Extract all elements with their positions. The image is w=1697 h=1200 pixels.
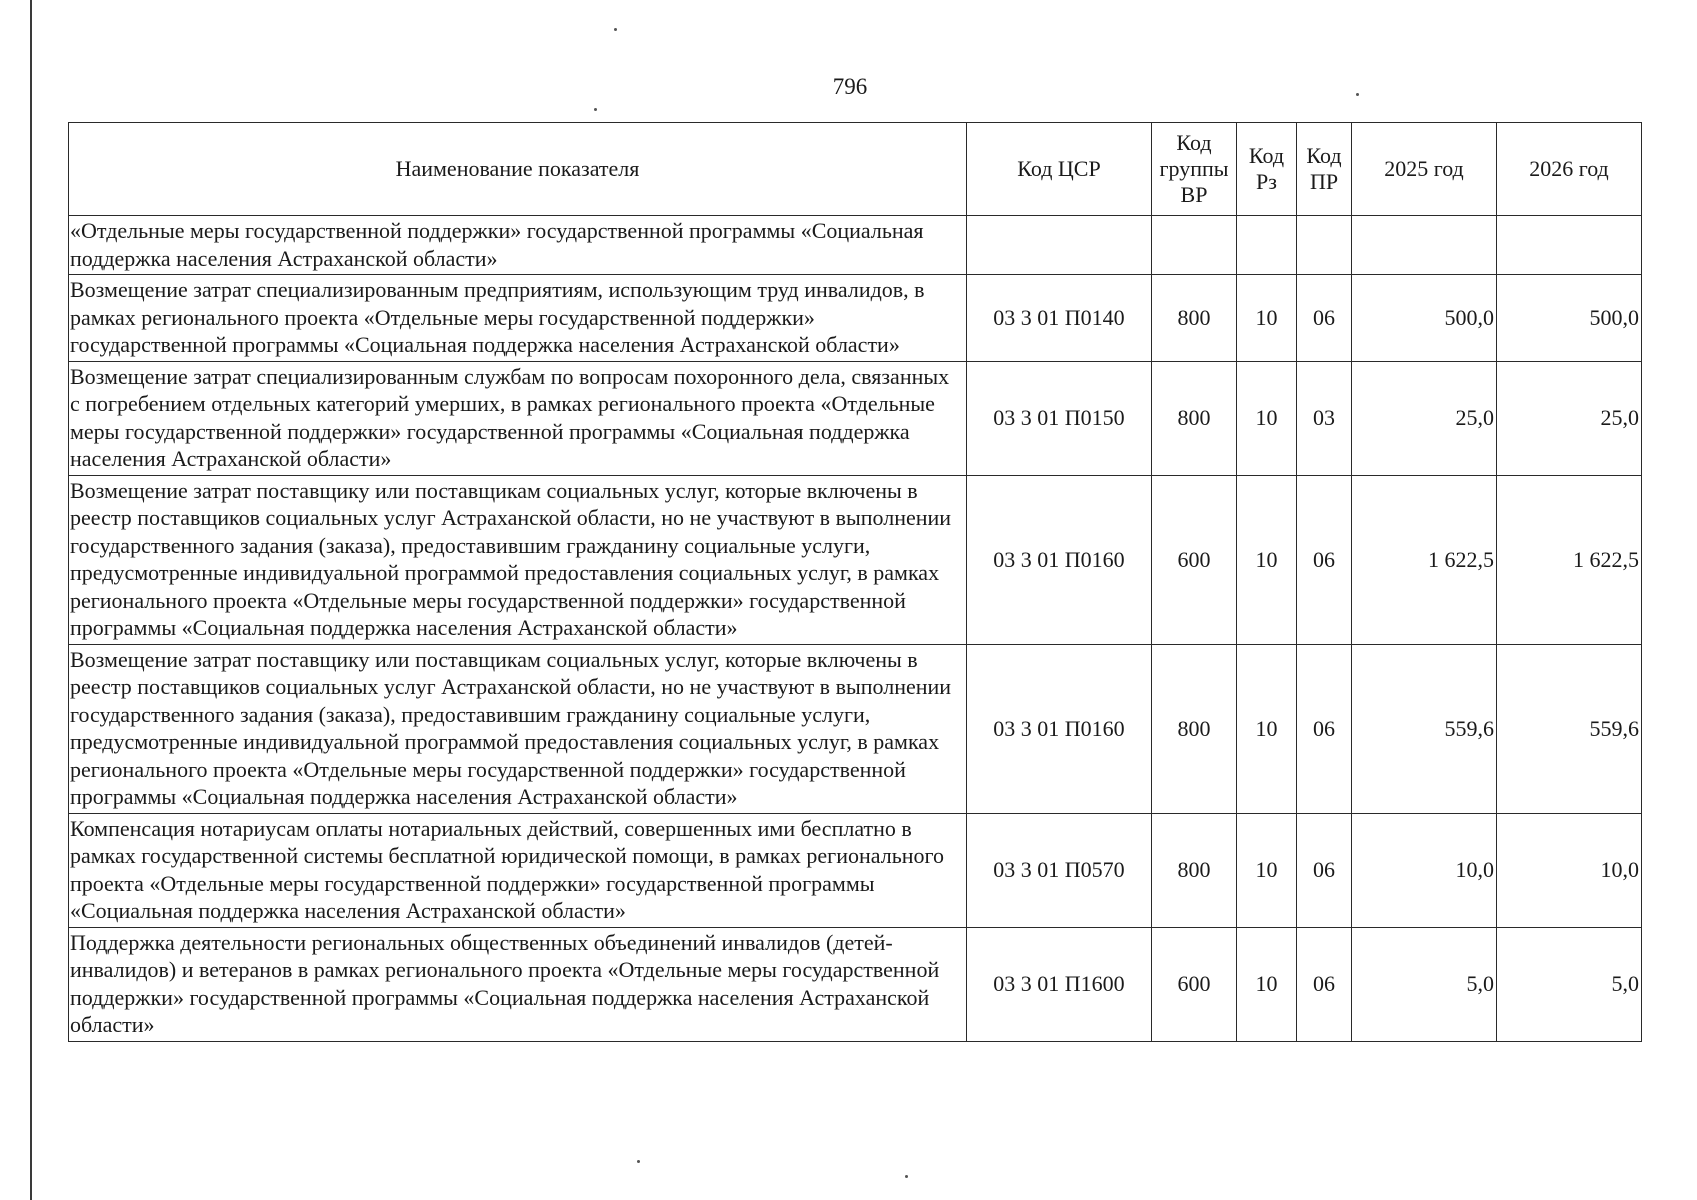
row-csr-code [967, 216, 1152, 275]
row-amount-2026: 559,6 [1497, 644, 1642, 813]
row-name: Поддержка деятельности региональных общественных объединений инвалидов (детей-инвалидов) и ветеранов в рамках регионального проекта «Отдельные меры государственной поддержки» государственной программы «Социальная поддержка населения Астраханской области» [69, 927, 967, 1041]
table-row [69, 361, 1642, 475]
row-vr-code: 600 [1152, 927, 1237, 1041]
row-name: Компенсация нотариусам оплаты нотариальных действий, совершенных ими бесплатно в рамках государственной системы бесплатной юридической помощи, в рамках регионального проекта «Отдельные меры государственной поддержки» государственной программы «Социальная поддержка населения Астраханской области» [69, 813, 967, 927]
table-row [69, 475, 1642, 644]
row-pr-code: 06 [1297, 927, 1352, 1041]
header-pr-code: Код ПР [1297, 123, 1352, 216]
row-csr-code: 03 3 01 П0140 [967, 275, 1152, 362]
table-row [69, 644, 1642, 813]
row-pr-code [1297, 216, 1352, 275]
row-name: «Отдельные меры государственной поддержки» государственной программы «Социальная поддержка населения Астраханской области» [69, 216, 967, 275]
row-name: Возмещение затрат поставщику или поставщикам социальных услуг, которые включены в реестр поставщиков социальных услуг Астраханской области, но не участвуют в выполнении государственного задания (заказа), предоставившим гражданину социальные услуги, предусмотренные индивидуальной программой предоставления социальных услуг, в рамках регионального проекта «Отдельные меры государственной поддержки» государственной программы «Социальная поддержка населения Астраханской области» [69, 644, 967, 813]
table-header-row [69, 123, 1642, 216]
row-csr-code: 03 3 01 П1600 [967, 927, 1152, 1041]
budget-table [68, 122, 1642, 1042]
scan-speck [594, 108, 597, 111]
row-rz-code: 10 [1237, 361, 1297, 475]
row-amount-2026: 500,0 [1497, 275, 1642, 362]
row-pr-code: 03 [1297, 361, 1352, 475]
row-amount-2026: 1 622,5 [1497, 475, 1642, 644]
row-amount-2025: 5,0 [1352, 927, 1497, 1041]
header-rz-code: Код Рз [1237, 123, 1297, 216]
table-row [69, 216, 1642, 275]
row-amount-2026 [1497, 216, 1642, 275]
row-vr-code: 600 [1152, 475, 1237, 644]
scan-margin-line [30, 0, 32, 1200]
header-name: Наименование показателя [69, 123, 967, 216]
row-name: Возмещение затрат поставщику или поставщикам социальных услуг, которые включены в реестр поставщиков социальных услуг Астраханской области, но не участвуют в выполнении государственного задания (заказа), предоставившим гражданину социальные услуги, предусмотренные индивидуальной программой предоставления социальных услуг, в рамках регионального проекта «Отдельные меры государственной поддержки» государственной программы «Социальная поддержка населения Астраханской области» [69, 475, 967, 644]
row-amount-2025: 25,0 [1352, 361, 1497, 475]
row-rz-code [1237, 216, 1297, 275]
row-pr-code: 06 [1297, 475, 1352, 644]
row-amount-2026: 10,0 [1497, 813, 1642, 927]
row-amount-2025 [1352, 216, 1497, 275]
row-amount-2026: 5,0 [1497, 927, 1642, 1041]
page-number: 796 [832, 74, 868, 99]
header-vr-group-code: Код группы ВР [1152, 123, 1237, 216]
row-amount-2025: 500,0 [1352, 275, 1497, 362]
row-rz-code: 10 [1237, 927, 1297, 1041]
scan-speck [905, 1175, 908, 1178]
header-csr-code: Код ЦСР [967, 123, 1152, 216]
row-name: Возмещение затрат специализированным службам по вопросам похоронного дела, связанных с погребением отдельных категорий умерших, в рамках регионального проекта «Отдельные меры государственной поддержки» государственной программы «Социальная поддержка населения Астраханской области» [69, 361, 967, 475]
scan-speck [637, 1160, 640, 1163]
header-year-2026: 2026 год [1497, 123, 1642, 216]
row-amount-2026: 25,0 [1497, 361, 1642, 475]
header-year-2025: 2025 год [1352, 123, 1497, 216]
row-csr-code: 03 3 01 П0150 [967, 361, 1152, 475]
row-vr-code: 800 [1152, 275, 1237, 362]
row-csr-code: 03 3 01 П0570 [967, 813, 1152, 927]
row-name: Возмещение затрат специализированным предприятиям, использующим труд инвалидов, в рамках регионального проекта «Отдельные меры государственной поддержки» государственной программы «Социальная поддержка населения Астраханской области» [69, 275, 967, 362]
table-row [69, 275, 1642, 362]
row-rz-code: 10 [1237, 813, 1297, 927]
row-amount-2025: 559,6 [1352, 644, 1497, 813]
row-pr-code: 06 [1297, 813, 1352, 927]
row-amount-2025: 10,0 [1352, 813, 1497, 927]
row-rz-code: 10 [1237, 275, 1297, 362]
row-rz-code: 10 [1237, 644, 1297, 813]
row-vr-code [1152, 216, 1237, 275]
row-csr-code: 03 3 01 П0160 [967, 644, 1152, 813]
table-row [69, 927, 1642, 1041]
row-vr-code: 800 [1152, 813, 1237, 927]
row-vr-code: 800 [1152, 361, 1237, 475]
row-rz-code: 10 [1237, 475, 1297, 644]
row-pr-code: 06 [1297, 644, 1352, 813]
table-row [69, 813, 1642, 927]
scan-speck [1356, 93, 1359, 96]
row-vr-code: 800 [1152, 644, 1237, 813]
scan-speck [614, 28, 617, 31]
row-csr-code: 03 3 01 П0160 [967, 475, 1152, 644]
row-amount-2025: 1 622,5 [1352, 475, 1497, 644]
row-pr-code: 06 [1297, 275, 1352, 362]
